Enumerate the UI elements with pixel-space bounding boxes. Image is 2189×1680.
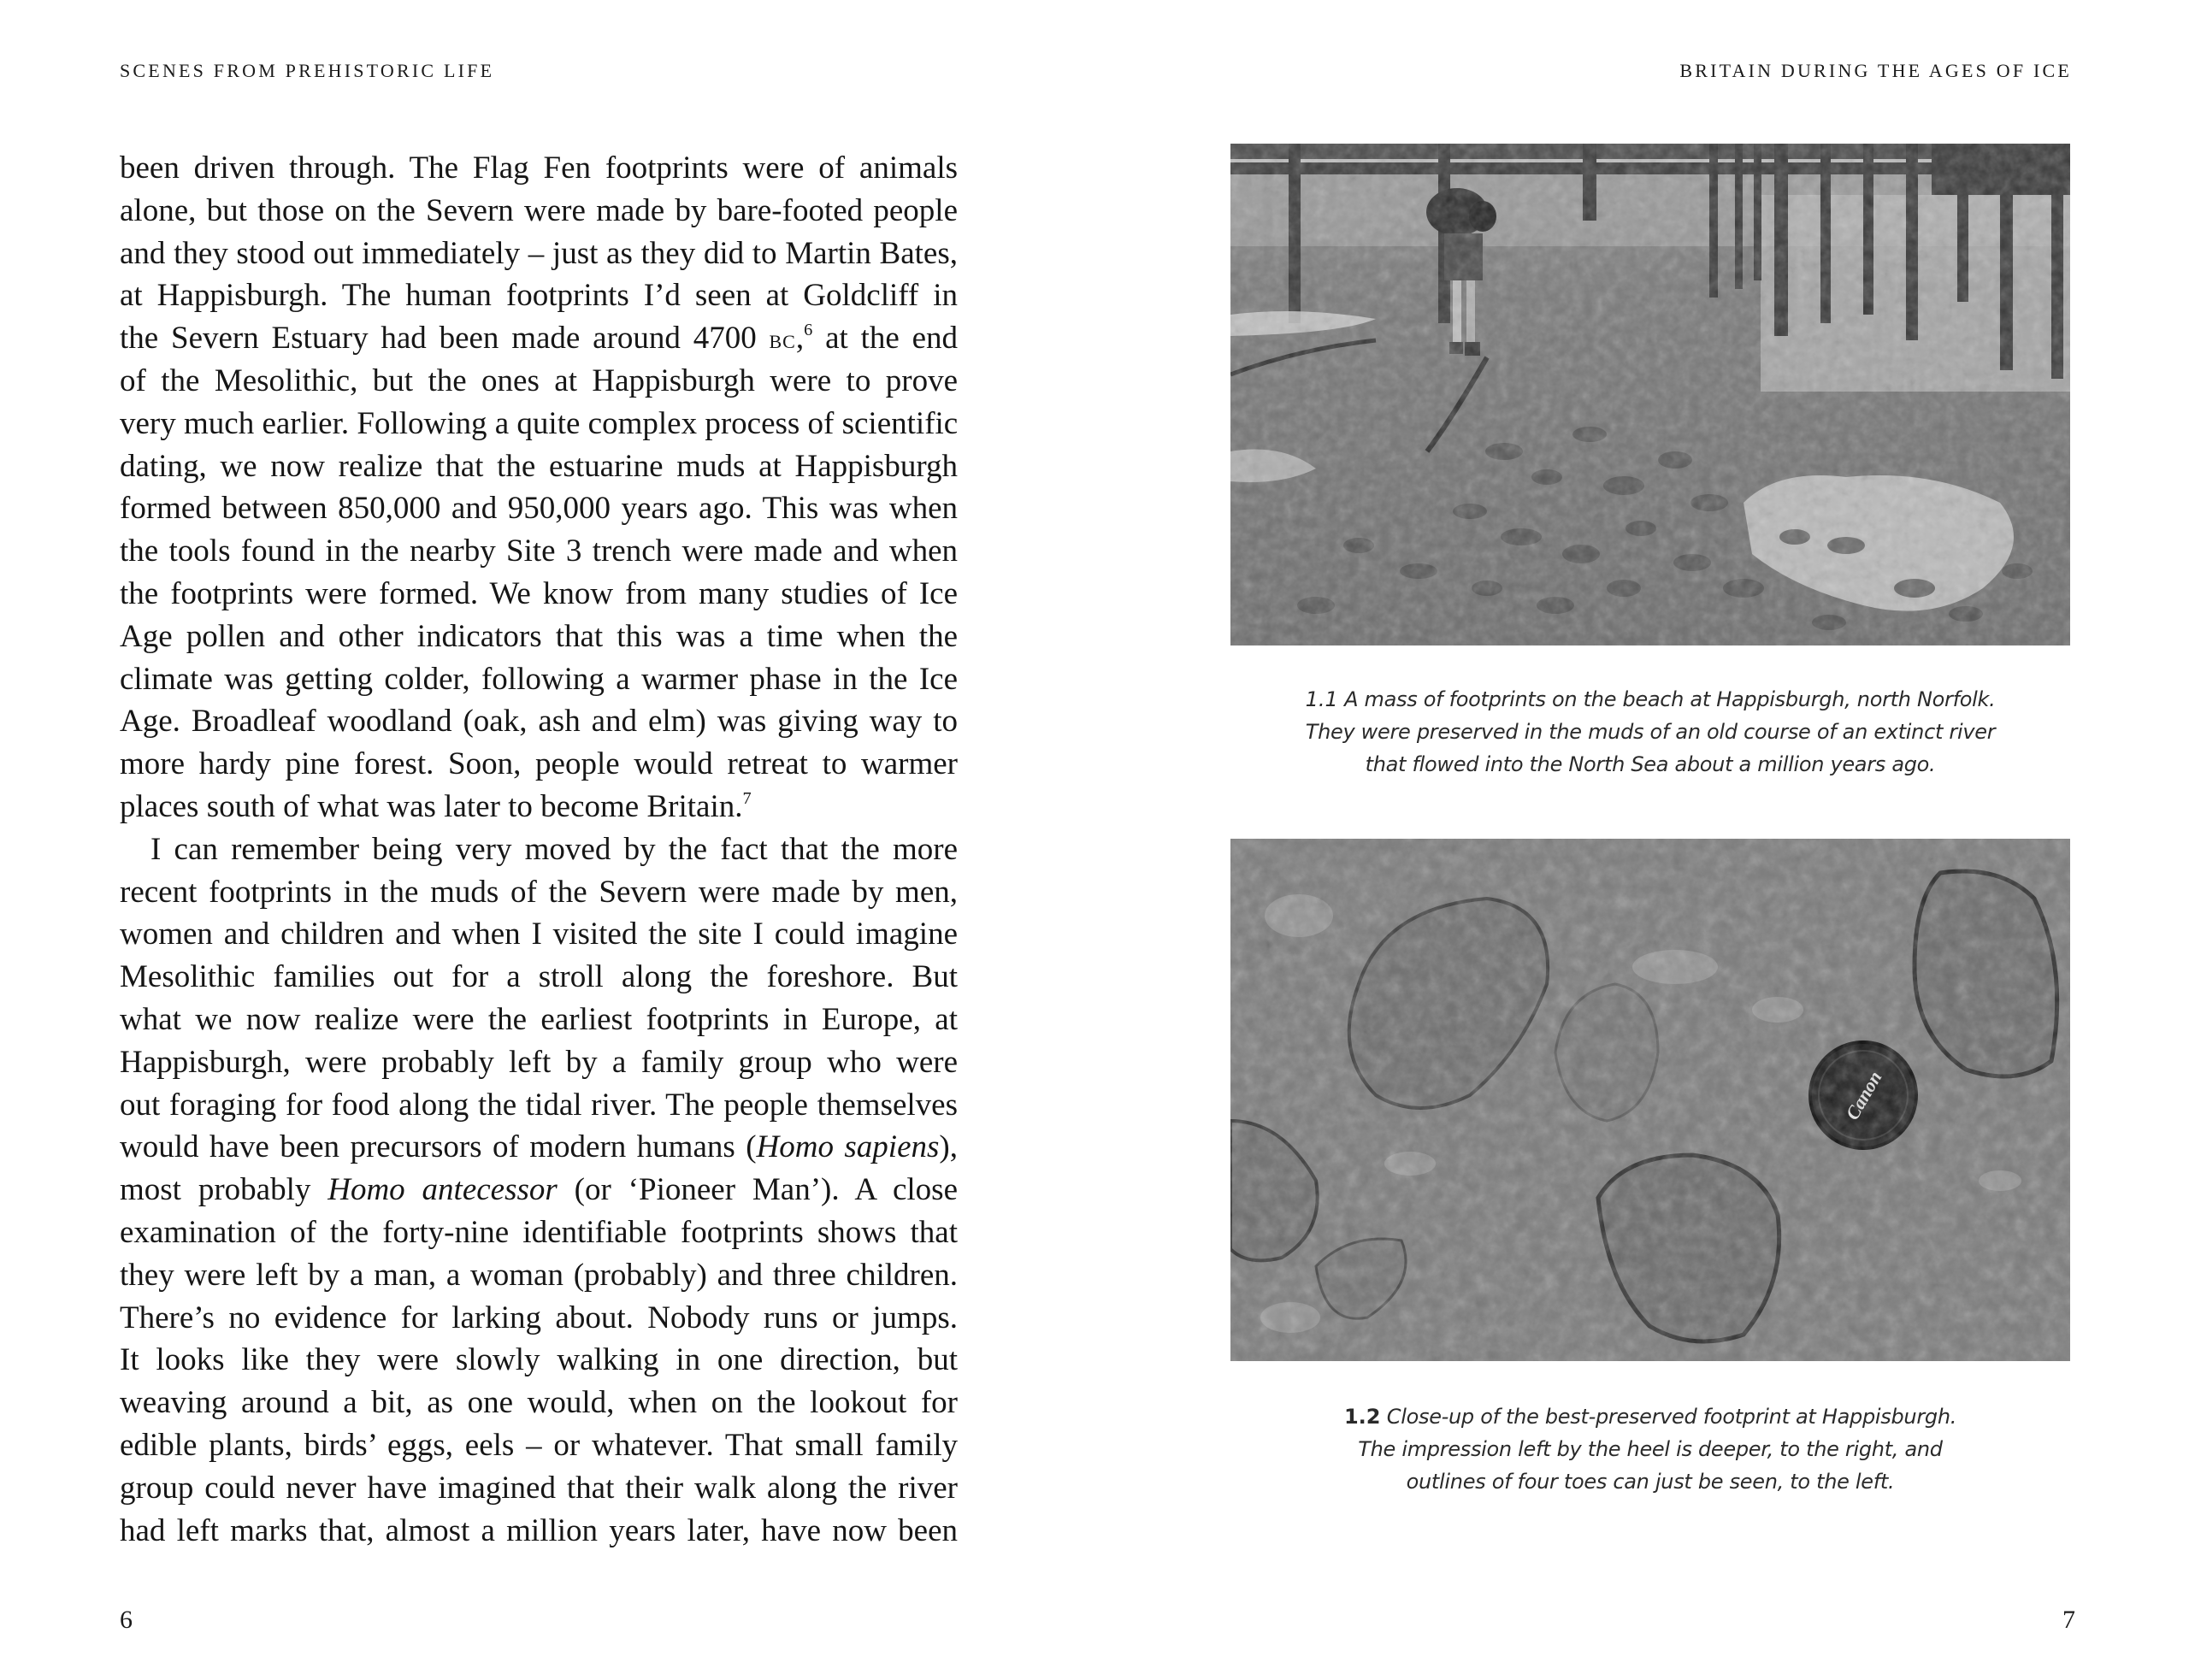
text-line: most probably Homo antecessor (or ‘Pioneer Man’). A close	[120, 1172, 959, 1208]
text-line: dating, we now realize that the estuarine muds at Happisburgh	[120, 448, 958, 484]
text-line: would have been precursors of modern humans (Homo sapiens),	[120, 1129, 958, 1165]
text-line: they were left by a man, a woman (probably) and three children.	[120, 1257, 958, 1293]
text-line: more hardy pine forest. Soon, people would retreat to warmer	[120, 746, 958, 782]
text-line: the tools found in the nearby Site 3 trench were made and when	[120, 533, 958, 569]
text-line: I can remember being very moved by the fact that the more	[150, 831, 958, 867]
text-line: Age pollen and other indicators that this was a time when the	[120, 618, 958, 654]
figure-1-1-photo	[1230, 144, 2070, 645]
page-number-left: 6	[120, 1606, 133, 1634]
beach-footprints-photo	[1230, 144, 2070, 645]
text-line: had left marks that, almost a million years later, have now been	[120, 1512, 958, 1548]
figure-1-1-caption: 1.1 A mass of footprints on the beach at Happisburgh, north Norfolk. They were preserved in the muds of an old course of an extinct river that flowed into the North Sea about a million years ago.	[1305, 687, 1996, 776]
running-head-right: BRITAIN DURING THE AGES OF ICE	[1679, 60, 2072, 81]
body-text	[120, 147, 958, 1552]
text-line: the Severn Estuary had been made around 4700 bc,$^6$ at the end	[120, 320, 959, 357]
text-line: recent footprints in the muds of the Severn were made by men,	[120, 874, 958, 910]
text-line: of the Mesolithic, but the ones at Happisburgh were to prove	[120, 363, 958, 398]
text-line: group could never have imagined that their walk along the river	[120, 1470, 958, 1506]
page-number-right: 7	[2062, 1606, 2075, 1634]
footprint-closeup-photo	[1230, 839, 2070, 1361]
text-line: Age. Broadleaf woodland (oak, ash and elm) was giving way to	[120, 704, 958, 740]
right-page	[1094, 0, 2189, 1680]
footnote-ref: 7	[742, 788, 752, 808]
text-line: Happisburgh, were probably left by a family group who were	[120, 1044, 958, 1080]
figure-number: 1.1	[1305, 687, 1338, 711]
text-line: out foraging for food along the tidal river. The people themselves	[120, 1087, 958, 1123]
text-line: alone, but those on the Severn were made by bare-footed people	[120, 192, 958, 228]
text-line: examination of the forty-nine identifiable footprints shows that	[120, 1214, 958, 1250]
text-line: at Happisburgh. The human footprints I’d seen at Goldcliff in	[120, 278, 958, 314]
text-line: places south of what was later to become Britain.$^7$	[120, 788, 752, 824]
text-line: Mesolithic families out for a stroll along the foreshore. But	[120, 959, 958, 995]
figure-number: 1.2	[1343, 1405, 1381, 1429]
text-line: weaving around a bit, as one would, when on the lookout for	[120, 1385, 958, 1421]
text-line: and they stood out immediately – just as they did to Martin Bates,	[120, 235, 958, 271]
left-page	[0, 0, 1094, 1680]
text-line: the footprints were formed. We know from many studies of Ice	[120, 575, 958, 611]
running-head-left: SCENES FROM PREHISTORIC LIFE	[120, 60, 495, 81]
text-line: formed between 850,000 and 950,000 years ago. This was when	[120, 491, 958, 527]
text-line: It looks like they were slowly walking in one direction, but	[120, 1342, 958, 1378]
text-line: edible plants, birds’ eggs, eels – or whatever. That small family	[120, 1427, 958, 1463]
text-line: very much earlier. Following a quite complex process of scientific	[120, 405, 959, 441]
footnote-ref: 6	[804, 320, 813, 339]
text-line: been driven through. The Flag Fen footprints were of animals	[120, 150, 958, 186]
text-line: women and children and when I visited the site I could imagine	[120, 917, 958, 952]
text-line: what we now realize were the earliest footprints in Europe, at	[120, 1001, 958, 1037]
text-line: climate was getting colder, following a warmer phase in the Ice	[120, 661, 958, 697]
figure-1-2-photo	[1230, 839, 2070, 1361]
figure-1-2-caption: 1.2 Close-up of the best-preserved footprint at Happisburgh. The impression left by the heel is deeper, to the right, and outlines of four toes can just be seen, to the left.	[1343, 1405, 1957, 1494]
text-line: There’s no evidence for larking about. Nobody runs or jumps.	[120, 1300, 958, 1335]
